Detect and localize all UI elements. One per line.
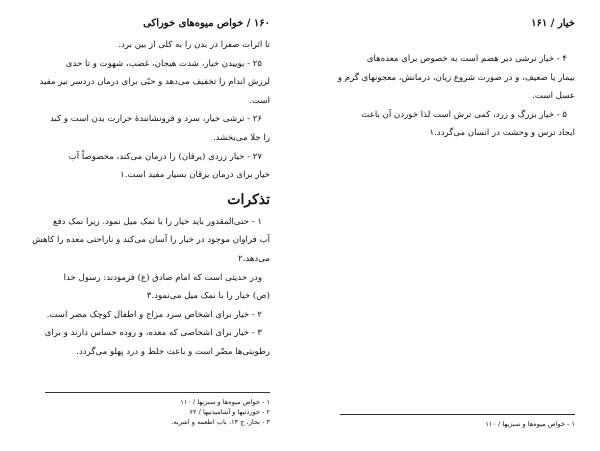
left-line: ۲۷ - خیار زردی (یرقان) را درمان می‌کند، مخصوصاً آب [68,151,262,162]
left-line: ۲۵ - بوییدن خیار، شدت هیجان، غضب، شهوت و تا حدی [65,58,262,69]
note-line: رطوبتی‌ها مضّر است و باعث خلط و درد پهلو می‌گردد. [76,346,270,357]
left-page-body [30,36,270,362]
left-footnotes [30,397,270,427]
footnote: ۱ - خواص میوه‌ها و سبزیها / ۱۱۰ [180,398,270,406]
footnote-divider [340,414,575,415]
right-footnotes [335,419,575,429]
right-line: ۴ - خیار ترشی دیر هضم است به خصوص برای معده‌های [366,54,567,64]
left-line: را جلا می‌بخشد. [212,132,270,143]
left-line: است. [249,95,270,106]
note-line: ودر حدیثی است که امام صادق (ع) فرمودند: رسول خدا [63,272,262,283]
right-line: ۵ - خیار بزرگ و زرد، کمی ترش است لذا خوردن آن باعث [361,109,567,120]
note-line: ۲ - خیار برای اشخاص سرد مزاج و اطفال کوچک مضر است. [46,309,262,320]
right-page-header: خیار / ۱۶۱ [531,18,575,29]
left-line: لرزش اندام را تخفیف می‌دهد و حبّی برای درمان دردسر نیز مفید [39,77,270,88]
footnote: ۱ - خواص میوه‌ها و سبزیها / ۱۱۰ [485,420,575,428]
section-heading: تذکرات [227,191,270,208]
left-page-header: ۱۶۰ / خواص میوه‌های خوراکی [143,18,270,29]
note-line: ۱ - حتی‌المقدور باید خیار را با نمک میل نمود. زیرا نمک دفع [53,216,262,227]
right-page-body [335,50,575,143]
footnote: ۳ - بحار، ج ۱۴، باب اطعمه و اشربه. [171,418,270,426]
left-page [30,0,270,451]
left-line: تا اثرات صفرا در بدن را به کلی از بین برد. [118,40,270,50]
right-line: بیمار یا ضعیف، و در صورت شروع زیان، درمانش، معجونهای گرم و [337,72,575,83]
left-line: ۲۶ - ترشی خیار، سرد و فرونشانندهٔ حرارت بدن است و کبد [50,114,262,125]
note-line: آب فراوان موجود در خیار را آسان می‌کند و ناراحتی معده را کاهش [32,235,270,246]
right-line: عسل است. [532,91,575,102]
note-line: ۳ - خیار برای اشخاصی که معده، و روده حساس دارند و برای [44,328,262,339]
left-line: خیار برای درمان یرقان بسیار مفید است.۱ [120,170,270,181]
footnote-divider [45,392,270,393]
right-page [335,0,575,451]
note-line: می‌دهد.۲ [238,253,270,264]
right-line: ایجاد ترس و وحشت در انسان می‌گردد.۱ [429,128,575,139]
footnote: ۲ - خوردنیها و آشامیدنیها / ۶۲ [189,408,270,416]
note-line: (ص) خیار را با نمک میل می‌نمود.۳ [146,291,270,302]
